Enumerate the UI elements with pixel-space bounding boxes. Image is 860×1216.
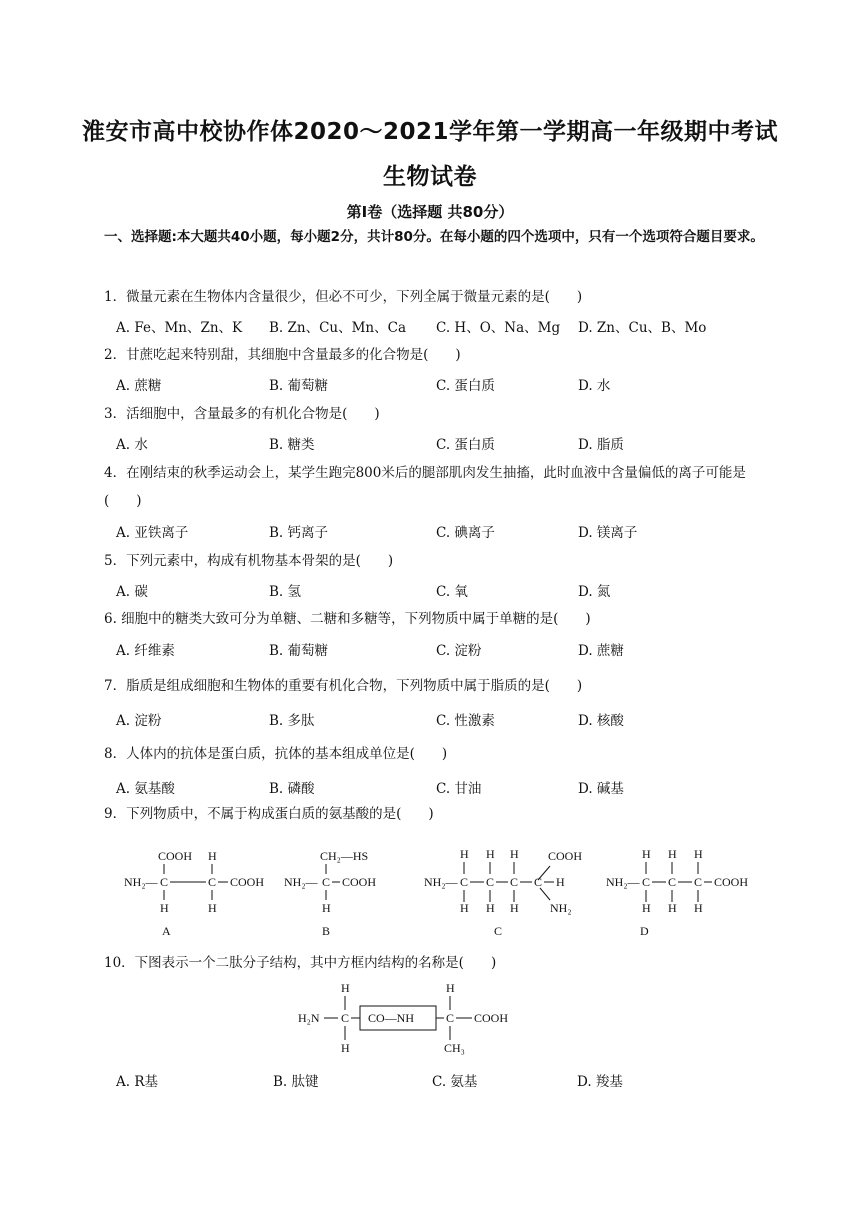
svg-text:H: H bbox=[556, 875, 565, 889]
option-c[interactable]: C. H、O、Na、Mg bbox=[436, 320, 561, 336]
question-7-stem: 7．脂质是组成细胞和生物体的重要有机化合物，下列物质中属于脂质的是( ) bbox=[104, 678, 583, 694]
svg-text:CH₂—HS: CH₂—HS bbox=[320, 849, 369, 863]
question-1-stem: 1．微量元素在生物体内含量很少，但必不可少，下列全属于微量元素的是( ) bbox=[104, 289, 583, 305]
exam-subtitle: 生物试卷 bbox=[383, 164, 477, 190]
svg-text:H₂N: H₂N bbox=[298, 1011, 320, 1025]
option-d[interactable]: D. 羧基 bbox=[577, 1074, 623, 1090]
svg-text:COOH: COOH bbox=[158, 849, 193, 863]
option-a[interactable]: A. 水 bbox=[116, 437, 148, 453]
svg-text:NH₂—: NH₂— bbox=[284, 875, 318, 889]
option-d[interactable]: D. 核酸 bbox=[578, 713, 624, 729]
svg-text:H: H bbox=[341, 981, 350, 995]
svg-text:H: H bbox=[694, 847, 703, 861]
option-d[interactable]: D. 蔗糖 bbox=[578, 643, 624, 659]
svg-text:H: H bbox=[208, 849, 217, 863]
question-6-stem: 6. 细胞中的糖类大致可分为单糖、二糖和多糖等，下列物质中属于单糖的是( ) bbox=[104, 611, 591, 627]
option-b[interactable]: B. 肽键 bbox=[273, 1074, 319, 1090]
option-c[interactable]: C. 氨基 bbox=[432, 1074, 478, 1090]
svg-text:COOH: COOH bbox=[230, 875, 265, 889]
question-1-options bbox=[116, 316, 776, 338]
question-4-stem: 4．在刚结束的秋季运动会上，某学生跑完800米后的腿部肌肉发生抽搐，此时血液中含量偏低的离子可能是( ) bbox=[104, 465, 746, 509]
svg-text:H: H bbox=[446, 981, 455, 995]
svg-text:H: H bbox=[642, 901, 651, 915]
svg-text:C: C bbox=[668, 875, 677, 889]
svg-text:COOH: COOH bbox=[342, 875, 377, 889]
svg-text:NH₂—: NH₂— bbox=[124, 875, 158, 889]
option-c[interactable]: C. 蛋白质 bbox=[436, 378, 495, 394]
question-4-options bbox=[116, 521, 776, 543]
svg-text:H: H bbox=[642, 847, 651, 861]
option-b[interactable]: B. 多肽 bbox=[269, 713, 315, 729]
svg-text:C: C bbox=[341, 1011, 350, 1025]
option-a[interactable]: A. 淀粉 bbox=[116, 713, 162, 729]
svg-text:H: H bbox=[486, 847, 495, 861]
svg-text:NH₂—: NH₂— bbox=[606, 875, 640, 889]
svg-text:C: C bbox=[510, 875, 519, 889]
svg-text:CH₃: CH₃ bbox=[444, 1041, 465, 1055]
option-a[interactable]: A. Fe、Mn、Zn、K bbox=[116, 320, 243, 336]
molecule-c-label: C bbox=[494, 924, 503, 938]
option-b[interactable]: B. 糖类 bbox=[269, 437, 315, 453]
svg-text:H: H bbox=[510, 847, 519, 861]
option-a[interactable]: A. R基 bbox=[116, 1074, 158, 1090]
svg-text:C: C bbox=[534, 875, 543, 889]
question-3-stem: 3．活细胞中，含量最多的有机化合物是( ) bbox=[104, 406, 380, 422]
option-a[interactable]: A. 氨基酸 bbox=[116, 781, 175, 797]
svg-text:H: H bbox=[486, 901, 495, 915]
option-a[interactable]: A. 亚铁离子 bbox=[116, 525, 189, 541]
option-c[interactable]: C. 氧 bbox=[436, 584, 468, 600]
svg-text:NH₂: NH₂ bbox=[550, 901, 572, 915]
option-c[interactable]: C. 甘油 bbox=[436, 781, 482, 797]
option-b[interactable]: B. 葡萄糖 bbox=[269, 643, 329, 659]
option-d[interactable]: D. 镁离子 bbox=[578, 525, 638, 541]
question-10-stem: 10．下图表示一个二肽分子结构，其中方框内结构的名称是( ) bbox=[104, 955, 497, 971]
svg-text:COOH: COOH bbox=[474, 1011, 509, 1025]
option-a[interactable]: A. 纤维素 bbox=[116, 643, 175, 659]
option-d[interactable]: D. 脂质 bbox=[578, 437, 624, 453]
svg-text:H: H bbox=[341, 1041, 350, 1055]
svg-text:COOH: COOH bbox=[714, 875, 749, 889]
molecule-c[interactable] bbox=[420, 842, 600, 926]
svg-text:C: C bbox=[486, 875, 495, 889]
option-d[interactable]: D. 氮 bbox=[578, 584, 611, 600]
option-d[interactable]: D. 水 bbox=[578, 378, 611, 394]
svg-text:C: C bbox=[160, 875, 169, 889]
svg-text:CO—NH: CO—NH bbox=[368, 1011, 415, 1025]
option-b[interactable]: B. 氢 bbox=[269, 584, 302, 600]
question-8-options bbox=[116, 777, 776, 799]
option-b[interactable]: B. 磷酸 bbox=[269, 781, 315, 797]
option-c[interactable]: C. 蛋白质 bbox=[436, 437, 495, 453]
svg-text:C: C bbox=[642, 875, 651, 889]
question-7-options bbox=[116, 709, 776, 731]
question-5-options bbox=[116, 580, 776, 602]
option-c[interactable]: C. 性激素 bbox=[436, 713, 495, 729]
question-10-options bbox=[116, 1070, 776, 1092]
question-3-options bbox=[116, 433, 776, 455]
option-c[interactable]: C. 淀粉 bbox=[436, 643, 482, 659]
svg-text:COOH: COOH bbox=[548, 849, 583, 863]
option-d[interactable]: D. Zn、Cu、B、Mo bbox=[578, 320, 707, 336]
svg-text:H: H bbox=[668, 901, 677, 915]
svg-text:NH₂—: NH₂— bbox=[424, 875, 458, 889]
svg-text:H: H bbox=[160, 901, 169, 915]
svg-text:C: C bbox=[208, 875, 217, 889]
molecule-b[interactable] bbox=[280, 842, 410, 926]
option-b[interactable]: B. 钙离子 bbox=[269, 525, 329, 541]
molecule-b-label: B bbox=[322, 924, 331, 938]
molecule-a[interactable] bbox=[120, 842, 280, 926]
option-a[interactable]: A. 蔗糖 bbox=[116, 378, 162, 394]
question-5-stem: 5．下列元素中，构成有机物基本骨架的是( ) bbox=[104, 553, 394, 569]
svg-text:H: H bbox=[668, 847, 677, 861]
question-8-stem: 8．人体内的抗体是蛋白质，抗体的基本组成单位是( ) bbox=[104, 746, 448, 762]
dipeptide-diagram bbox=[296, 980, 526, 1062]
molecule-d-label: D bbox=[640, 924, 649, 938]
exam-title: 淮安市高中校协作体2020～2021学年第一学期高一年级期中考试 bbox=[81, 119, 779, 145]
option-b[interactable]: B. 葡萄糖 bbox=[269, 378, 329, 394]
question-6-options bbox=[116, 639, 776, 661]
svg-text:H: H bbox=[460, 847, 469, 861]
option-d[interactable]: D. 碱基 bbox=[578, 781, 624, 797]
option-c[interactable]: C. 碘离子 bbox=[436, 525, 495, 541]
instructions: 一、选择题:本大题共40小题，每小题2分，共计80分。在每小题的四个选项中，只有一个选项符合题目要求。 bbox=[104, 229, 764, 245]
svg-text:H: H bbox=[460, 901, 469, 915]
question-2-stem: 2．甘蔗吃起来特别甜，其细胞中含量最多的化合物是( ) bbox=[104, 347, 461, 363]
svg-text:C: C bbox=[446, 1011, 455, 1025]
svg-text:C: C bbox=[694, 875, 703, 889]
option-b[interactable]: B. Zn、Cu、Mn、Ca bbox=[269, 320, 406, 336]
svg-text:H: H bbox=[510, 901, 519, 915]
question-9-stem: 9．下列物质中，不属于构成蛋白质的氨基酸的是( ) bbox=[104, 806, 434, 822]
svg-text:C: C bbox=[460, 875, 469, 889]
svg-text:H: H bbox=[694, 901, 703, 915]
svg-text:C: C bbox=[322, 875, 331, 889]
molecule-a-label: A bbox=[162, 924, 171, 938]
question-2-options bbox=[116, 374, 776, 396]
svg-text:H: H bbox=[208, 901, 217, 915]
section-heading: 第Ⅰ卷（选择题 共80分） bbox=[346, 203, 514, 221]
molecule-d[interactable] bbox=[602, 842, 762, 926]
option-a[interactable]: A. 碳 bbox=[116, 584, 148, 600]
svg-text:H: H bbox=[322, 901, 331, 915]
